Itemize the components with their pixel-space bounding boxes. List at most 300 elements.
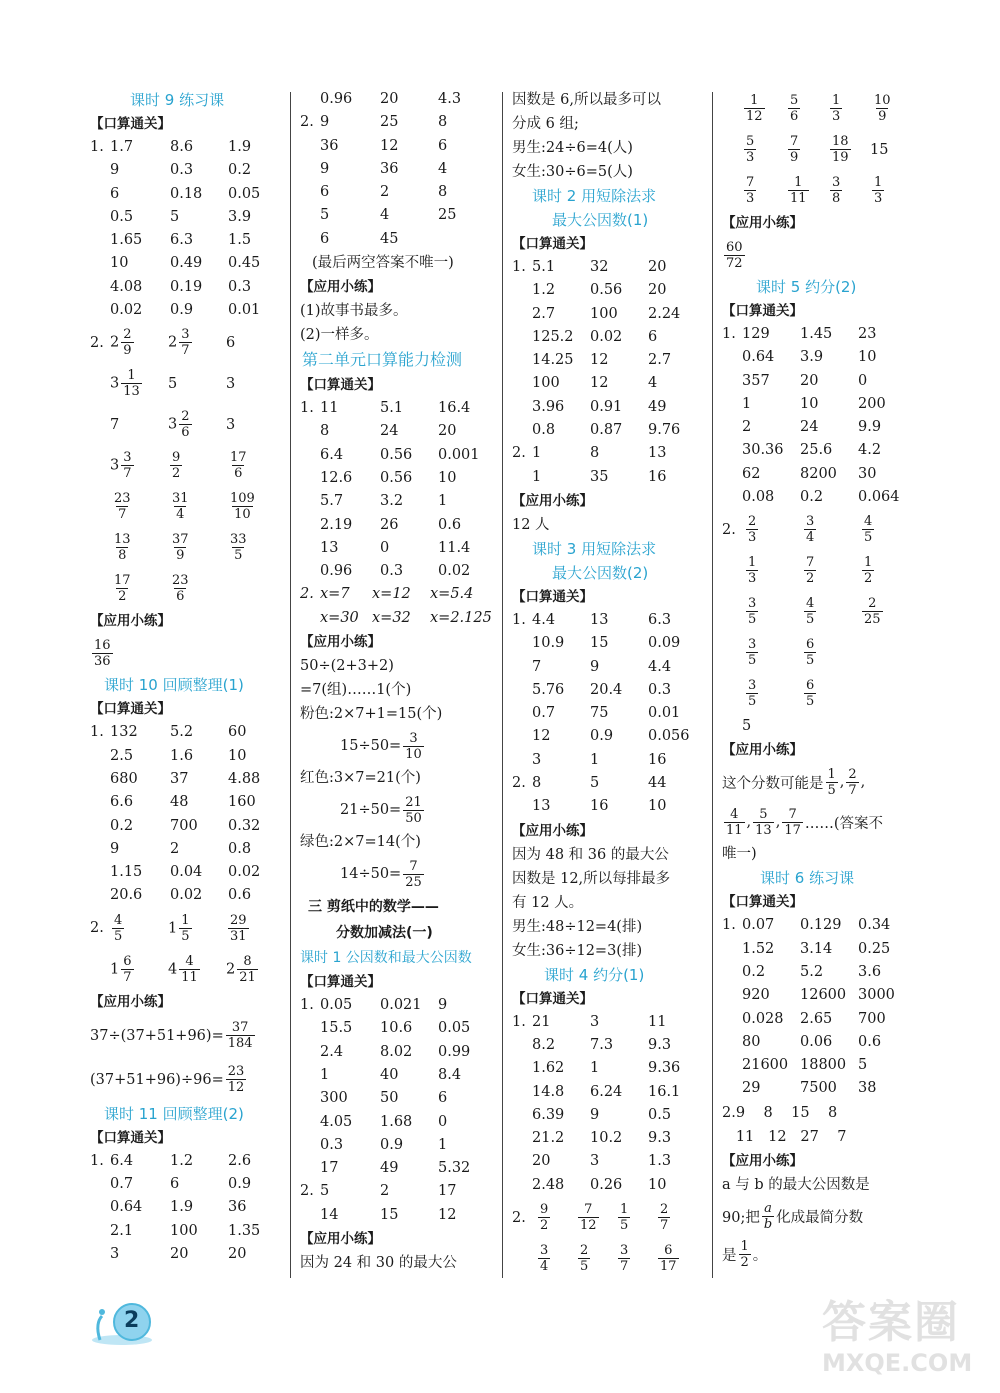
denominator: 3 — [874, 191, 883, 206]
answer-value: 1.2 — [170, 1152, 194, 1169]
app-line: 12 人 — [512, 516, 550, 533]
fraction-body — [762, 1201, 774, 1232]
answer-value: 16.1 — [648, 1083, 681, 1100]
answer-row — [90, 745, 282, 768]
fraction-body — [744, 93, 765, 124]
answer-row — [722, 1054, 922, 1077]
lesson-heading: 课时 1 公因数和最大公因数 — [300, 950, 472, 967]
fraction-whole: 3 — [168, 416, 178, 433]
answer-row — [512, 442, 707, 465]
denominator: 5 — [748, 612, 757, 628]
page-number-badge — [92, 1298, 162, 1348]
answer-value: 2.5 — [110, 747, 134, 764]
answer-row — [90, 1196, 282, 1219]
lesson-heading: 课时 4 约分(1) — [544, 965, 645, 984]
answer-row — [300, 135, 495, 158]
answer-row — [300, 88, 495, 111]
answer-value: 0.87 — [590, 422, 623, 439]
answer-value: 6.6 — [110, 794, 134, 811]
answer-value: 4 — [438, 160, 448, 177]
section-label-oral: 【口算通关】 — [512, 990, 593, 1007]
fraction — [110, 450, 136, 481]
item-number: 1. — [722, 917, 736, 934]
answer-row — [512, 466, 707, 489]
fraction-body — [538, 1243, 550, 1274]
section-label-oral: 【口算通关】 — [512, 236, 593, 252]
answer-row — [300, 467, 495, 490]
fraction — [802, 596, 818, 627]
fraction-row — [90, 363, 282, 404]
denominator: 2 — [118, 589, 127, 605]
section-label-app: 【应用小练】 — [300, 1231, 381, 1248]
answer-grid — [300, 1180, 495, 1227]
answer-value: 1 — [590, 1060, 600, 1077]
answer-value: 1 — [742, 395, 752, 412]
fraction — [744, 637, 760, 668]
fraction-row — [722, 129, 922, 170]
answer-cell — [828, 129, 853, 170]
answer-row — [300, 1204, 495, 1227]
answer-cell — [226, 322, 235, 363]
answer-value: 0.6 — [858, 1033, 882, 1050]
fraction-body — [403, 859, 424, 890]
fraction — [828, 134, 853, 165]
denominator: 4 — [806, 530, 815, 546]
denominator: 5 — [748, 653, 757, 669]
answer-value: 0.56 — [590, 282, 623, 299]
fraction — [226, 913, 251, 944]
fraction-body — [121, 954, 133, 985]
numerator: 6 — [806, 678, 815, 694]
answer-cell — [168, 568, 193, 609]
answer-value: 0.91 — [590, 398, 623, 415]
answer-value: 2.1 — [110, 1222, 134, 1239]
answer-value: 0.07 — [742, 917, 775, 934]
answer-value: 12.6 — [320, 469, 353, 486]
answer-value: 1 — [590, 751, 600, 768]
fraction — [744, 555, 760, 586]
answer-row — [512, 1174, 707, 1197]
fraction — [742, 134, 758, 165]
fraction-body — [724, 807, 745, 838]
answer-cell — [110, 949, 136, 990]
item-number: 2. — [300, 586, 314, 603]
item-number: 2. — [90, 334, 104, 351]
fraction — [110, 954, 136, 985]
fraction-body — [121, 368, 142, 399]
fraction-body — [830, 175, 842, 206]
answer-value: 3.14 — [800, 940, 833, 957]
fraction — [828, 175, 844, 206]
fraction-row — [90, 404, 282, 445]
answer-value: 11 — [320, 400, 339, 417]
answer-value: 4.88 — [228, 770, 261, 787]
unit-heading: 第二单元口算能力检测 — [302, 350, 463, 370]
fraction — [226, 450, 251, 481]
answer-value: 20 — [648, 282, 667, 299]
answer-value: 1.6 — [170, 747, 194, 764]
denominator: 21 — [239, 969, 256, 985]
answer-value: 0.56 — [380, 446, 413, 463]
denominator: 2 — [540, 1218, 549, 1234]
answer-value: 0.2 — [110, 817, 134, 834]
answer-row — [90, 1220, 282, 1243]
answer-value: 21.2 — [532, 1130, 565, 1147]
column-4 — [722, 88, 922, 1273]
answer-value: 6.4 — [320, 446, 344, 463]
answer-line: 11 12 27 7 — [722, 1128, 847, 1145]
answer-value: 4.4 — [532, 611, 556, 628]
item-number — [742, 129, 758, 170]
line-text: 90;把 — [722, 1210, 760, 1227]
section-label-app: 【应用小练】 — [512, 822, 593, 839]
fraction-body — [804, 555, 816, 586]
lesson-heading: 课时 11 回顾整理(2) — [104, 1104, 244, 1123]
numerator: 17 — [230, 450, 247, 466]
app-answer — [722, 235, 922, 275]
section-label-app: 【应用小练】 — [300, 634, 381, 651]
answer-value: 0.04 — [170, 864, 203, 881]
answer-row — [90, 721, 282, 744]
item-number: 2. — [722, 521, 736, 538]
answer-value: 0.02 — [438, 563, 471, 580]
answer-cell — [860, 509, 876, 550]
answer-value: 13 — [320, 539, 339, 556]
fraction — [844, 767, 860, 798]
answer-row — [90, 229, 282, 252]
line-text: 是 — [722, 1248, 737, 1265]
denominator: 13 — [123, 384, 140, 400]
fraction-grid — [90, 908, 282, 990]
fraction — [722, 240, 747, 271]
lesson-heading: 课时 2 用短除法求 — [532, 187, 657, 205]
line-text: ……(答案不 — [804, 815, 884, 832]
numerator: 5 — [746, 134, 755, 149]
answer-value: 0.3 — [320, 1136, 344, 1153]
answer-row — [722, 439, 922, 462]
app-line: 因数是 6,所以最多可以 — [512, 92, 661, 108]
answer-value: x=30 — [320, 609, 359, 626]
answer-row — [300, 420, 495, 443]
item-number: 1. — [512, 1013, 526, 1030]
item-number: 1. — [512, 259, 526, 275]
answer-value: 62 — [742, 465, 761, 482]
watermark-text: 答案圈 — [822, 1297, 960, 1348]
app-fraction-line — [722, 762, 922, 802]
answer-value: 15.5 — [320, 1020, 353, 1037]
fraction-body — [228, 532, 249, 563]
fraction — [744, 678, 760, 709]
fraction-body — [170, 573, 191, 604]
numerator: 7 — [790, 134, 799, 149]
answer-cell — [168, 949, 202, 990]
item-number: 2. — [512, 775, 526, 792]
answer-grid — [512, 609, 707, 819]
note-text: (最后两空答案不唯一) — [312, 255, 454, 272]
answer-value: 12600 — [800, 987, 847, 1004]
answer-value: 13 — [590, 611, 609, 628]
denominator: 6 — [234, 466, 243, 482]
answer-cell — [860, 550, 876, 591]
answer-value: 5.76 — [532, 681, 565, 698]
fraction-body — [112, 913, 124, 944]
answer-value: 0.02 — [590, 328, 623, 345]
answer-line: 2.9 8 15 8 — [722, 1104, 838, 1121]
fraction-whole: 2 — [168, 334, 178, 351]
answer-row — [90, 276, 282, 299]
answer-value: 12 — [590, 352, 609, 369]
answer-value: 2 — [742, 419, 752, 436]
answer-cell — [802, 591, 818, 632]
answer-cell — [656, 1238, 681, 1279]
fraction-row — [722, 170, 922, 211]
numerator: 2 — [868, 596, 877, 612]
answer-value: 10.2 — [590, 1130, 623, 1147]
answer-value: 40 — [380, 1066, 399, 1083]
answer-value: 0.7 — [532, 705, 556, 722]
answer-value: 4 — [648, 375, 658, 392]
answer-value: 0.9 — [590, 728, 614, 745]
answer-value: 125.2 — [532, 328, 574, 345]
answer-value: 6 — [438, 137, 448, 154]
answer-value: 1.15 — [110, 864, 143, 881]
answer-value: 12 — [532, 728, 551, 745]
fraction — [576, 1243, 592, 1274]
answer-value: 14 — [320, 1206, 339, 1223]
answer-value: 0.96 — [320, 563, 353, 580]
fraction-whole: 3 — [110, 375, 120, 392]
answer-value: 680 — [110, 770, 138, 787]
fraction-body — [92, 638, 113, 669]
denominator: 5 — [864, 530, 873, 546]
answer-grid — [90, 136, 282, 322]
answer-value: 0.021 — [380, 997, 422, 1014]
item-number: 2. — [512, 445, 526, 462]
answer-cell — [168, 445, 184, 486]
answer-value: 132 — [110, 724, 138, 741]
answer-value: 2 — [380, 1183, 390, 1200]
numerator: 29 — [230, 912, 247, 928]
answer-value: 1.9 — [228, 139, 252, 155]
app-line: =7(组)……1(个) — [300, 682, 412, 699]
answer-value: 1.62 — [532, 1060, 565, 1077]
answer-value: 14.25 — [532, 352, 574, 369]
answer-value: 1.2 — [532, 282, 556, 299]
column-divider — [290, 92, 291, 1278]
fraction — [786, 134, 802, 165]
answer-cell — [110, 445, 136, 486]
answer-value: 0.5 — [110, 208, 134, 225]
answer-value: 1.35 — [228, 1222, 261, 1239]
denominator: 12 — [580, 1218, 597, 1234]
answer-value: 10 — [648, 798, 667, 815]
answer-row — [512, 279, 707, 302]
section-label-app: 【应用小练】 — [722, 742, 803, 759]
fraction: 7 — [110, 416, 120, 433]
answer-value: 20 — [380, 91, 399, 107]
answer-cell — [110, 322, 136, 363]
fraction-row — [90, 568, 282, 609]
app-line: 有 12 人。 — [512, 894, 584, 911]
answer-cell — [828, 88, 844, 129]
fraction-row — [512, 1197, 707, 1238]
answer-cell — [744, 550, 760, 591]
answer-grid — [512, 1011, 707, 1197]
fraction-body — [753, 807, 774, 838]
answer-value: 1.65 — [110, 232, 143, 249]
fraction — [224, 1064, 249, 1095]
answer-row — [722, 961, 922, 984]
app-fraction-line — [300, 854, 495, 894]
fraction — [860, 514, 876, 545]
numerator: 2 — [748, 514, 757, 530]
answer-value: 2 — [380, 184, 390, 201]
fraction-whole: 4 — [168, 961, 178, 978]
answer-value: 4.4 — [648, 658, 672, 675]
numerator: 23 — [114, 491, 131, 507]
answer-row — [300, 444, 495, 467]
answer-grid — [90, 721, 282, 907]
fraction-body — [170, 491, 191, 522]
app-line: (1)故事书最多。 — [300, 303, 408, 320]
item-number: 1. — [90, 139, 104, 155]
denominator: 5 — [114, 928, 123, 944]
fraction-grid — [512, 1197, 707, 1279]
answer-value: 29 — [742, 1080, 761, 1097]
fraction-body — [179, 954, 200, 985]
answer-row — [90, 838, 282, 861]
answer-cell — [168, 527, 193, 568]
answer-value: 80 — [742, 1033, 761, 1050]
app-line: 女生:30÷6=5(人) — [512, 164, 633, 180]
answer-row — [512, 702, 707, 725]
answer-grid — [722, 914, 922, 1100]
answer-value: 8.02 — [380, 1043, 413, 1060]
fraction — [168, 491, 193, 522]
denominator: 2 — [740, 1255, 749, 1271]
separator: , — [839, 774, 845, 791]
fraction-row — [722, 550, 922, 591]
answer-value: 160 — [228, 794, 256, 811]
item-number: 1. — [90, 724, 104, 741]
numerator: 7 — [584, 1202, 593, 1218]
answer-value: 20 — [170, 1245, 189, 1262]
fraction — [760, 1201, 776, 1232]
answer-cell — [870, 88, 895, 129]
answer-row — [90, 136, 282, 159]
answer-cell — [168, 486, 193, 527]
item-number — [742, 170, 758, 211]
numerator: 10 — [874, 93, 891, 108]
answer-row — [300, 397, 495, 420]
answer-value: 1 — [438, 1136, 448, 1153]
answer-row — [722, 914, 922, 937]
app-line: (2)一样多。 — [300, 327, 379, 344]
answer-value: 0 — [438, 1113, 448, 1130]
numerator: 109 — [230, 491, 255, 507]
fraction-row — [90, 322, 282, 363]
answer-cell — [744, 509, 760, 550]
denominator: 5 — [806, 612, 815, 628]
denominator: 9 — [878, 109, 887, 124]
answer-cell — [168, 363, 177, 404]
answer-value: 3.6 — [858, 963, 882, 980]
answer-row — [300, 490, 495, 513]
fraction-body — [872, 175, 884, 206]
answer-value: 3000 — [858, 987, 895, 1004]
answer-row — [512, 725, 707, 748]
fraction-body — [170, 450, 182, 481]
fraction-body — [788, 93, 800, 124]
denominator: 7 — [848, 782, 857, 798]
answer-cell — [616, 1238, 632, 1279]
answer-value: 8 — [438, 114, 448, 131]
fraction — [168, 327, 194, 358]
answer-value: 12 — [438, 1206, 457, 1223]
denominator: 31 — [230, 928, 247, 944]
answer-value: 0.05 — [228, 185, 261, 202]
numerator: 5 — [790, 93, 799, 108]
answer-cell — [870, 129, 888, 170]
numerator: 13 — [114, 532, 131, 548]
fraction: 6 — [226, 334, 236, 351]
app-line: 男生:24÷6=4(人) — [512, 140, 633, 156]
answer-value: 12 — [380, 137, 399, 154]
watermark-site: MXQE.COM — [822, 1349, 973, 1377]
answer-value: 30.36 — [742, 442, 784, 459]
denominator: 10 — [234, 507, 251, 523]
fraction-body — [226, 1064, 247, 1095]
answer-value: 6.3 — [170, 232, 194, 249]
numerator: 4 — [185, 953, 194, 969]
answer-value: 6.24 — [590, 1083, 623, 1100]
answer-row — [722, 416, 922, 439]
denominator: 3 — [748, 571, 757, 587]
answer-row — [512, 1011, 707, 1034]
answer-value: 0.49 — [170, 255, 203, 272]
fraction-body — [862, 555, 874, 586]
numerator: 33 — [230, 532, 247, 548]
answer-row — [300, 1087, 495, 1110]
answer-row — [300, 111, 495, 134]
numerator: 6 — [664, 1243, 673, 1259]
answer-cell — [536, 1238, 552, 1279]
answer-value: 0.028 — [742, 1010, 784, 1027]
denominator: 11 — [790, 191, 807, 206]
numerator: 1 — [620, 1202, 629, 1218]
answer-value: 1.52 — [742, 940, 775, 957]
section-label-app: 【应用小练】 — [722, 1152, 803, 1169]
answer-cell — [226, 908, 251, 949]
answer-value: 10.6 — [380, 1020, 413, 1037]
answer-value: x=2.125 — [430, 609, 492, 626]
answer-row — [512, 679, 707, 702]
fraction-body — [804, 637, 816, 668]
answer-value: 700 — [170, 817, 198, 834]
numerator: a — [764, 1201, 772, 1217]
answer-cell — [786, 88, 802, 129]
fraction-body — [739, 1239, 751, 1270]
answer-value: 0.01 — [228, 302, 261, 319]
app-line: 绿色:2×7=14(个) — [300, 834, 421, 851]
denominator: 10 — [405, 746, 422, 762]
app-line: 男生:48÷12=4(排) — [512, 918, 643, 935]
fraction-body — [830, 93, 842, 124]
answer-row — [722, 486, 922, 509]
fraction-row — [90, 527, 282, 568]
answer-row — [300, 560, 495, 583]
fraction-grid — [90, 322, 282, 609]
